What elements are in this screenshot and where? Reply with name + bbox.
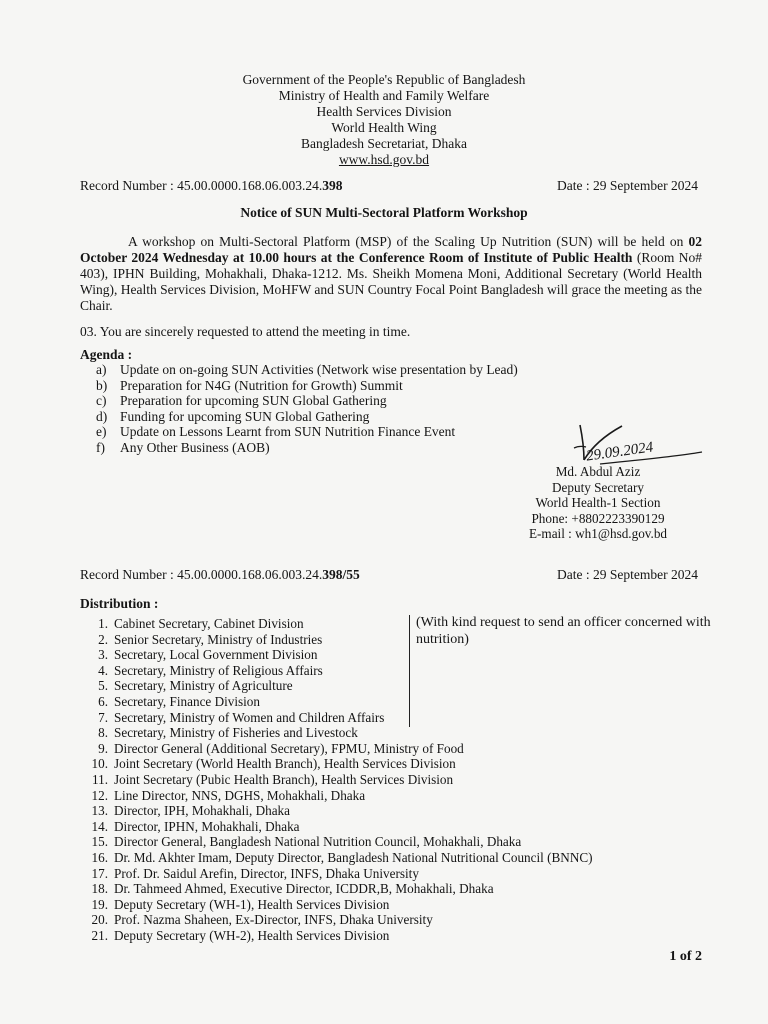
distribution-item-number: 17. [91, 865, 108, 881]
distribution-item-number: 12. [91, 787, 108, 803]
distribution-item [84, 866, 419, 882]
signatory-designation: Deputy Secretary [552, 479, 644, 495]
distribution-item-number: 20. [91, 912, 108, 928]
distribution-item [84, 678, 293, 694]
distribution-item-number: 4. [98, 662, 108, 678]
paragraph-bold: 02 October 2024 Wednesday at 10.00 hours at the Conference Room of Institute of Public Health [80, 234, 702, 265]
distribution-item-text: Senior Secretary, Ministry of Industries [114, 631, 323, 647]
distribution-item-number: 7. [98, 709, 108, 725]
distribution-item [84, 772, 453, 788]
distribution-item [84, 912, 433, 928]
signatory-phone: Phone: +8802223390129 [531, 510, 665, 526]
distribution-item [84, 803, 290, 819]
distribution-item-number: 10. [91, 756, 108, 772]
distribution-item-number: 2. [98, 631, 108, 647]
signatory-section: World Health-1 Section [535, 495, 661, 511]
distribution-item [84, 663, 323, 679]
agenda-item [96, 424, 455, 440]
distribution-item-text: Line Director, NNS, DGHS, Mohakhali, Dhaka [114, 787, 366, 803]
distribution-item-text: Director, IPHN, Mohakhali, Dhaka [114, 818, 300, 834]
distribution-item-text: Prof. Dr. Saidul Arefin, Director, INFS, Dhaka University [114, 865, 419, 881]
distribution-item [84, 928, 389, 944]
record-date: Date : 29 September 2024 [557, 178, 698, 193]
distribution-note: (With kind request to send an officer concerned with nutrition) [416, 615, 711, 647]
distribution-heading: Distribution : [80, 596, 159, 611]
distribution-item [84, 710, 384, 726]
paragraph-intro: A workshop on Multi-Sectoral Platform (MSP) of the Scaling Up Nutrition (SUN) will be held on [128, 234, 689, 249]
record-number-prefix: Record Number : 45.00.0000.168.06.003.24. [80, 567, 323, 582]
distribution-item [84, 741, 464, 757]
letterhead-government: Government of the People's Republic of Bangladesh [242, 72, 526, 87]
distribution-item [84, 647, 318, 663]
distribution-item-text: Secretary, Ministry of Fisheries and Livestock [114, 725, 358, 741]
distribution-item-number: 6. [98, 694, 108, 709]
distribution-item-number: 16. [91, 850, 108, 865]
request-text: 03. You are sincerely requested to attend the meeting in time. [80, 324, 411, 339]
distribution-item-text: Dr. Md. Akhter Imam, Deputy Director, Bangladesh National Nutritional Council (BNNC) [114, 850, 593, 865]
distribution-item-text: Joint Secretary (Pubic Health Branch), Health Services Division [114, 772, 454, 787]
letterhead-wing: World Health Wing [331, 120, 437, 135]
distribution-divider [409, 615, 410, 727]
distribution-item [84, 632, 322, 648]
distribution-item [84, 788, 365, 804]
distribution-item [84, 694, 260, 710]
distribution-item-text: Joint Secretary (World Health Branch), Health Services Division [114, 756, 456, 772]
distribution-item [84, 616, 304, 632]
agenda-item-label: b) [96, 377, 108, 393]
agenda-item-text: Update on on-going SUN Activities (Network wise presentation by Lead) [120, 362, 518, 377]
distribution-item-text: Director General (Additional Secretary), FPMU, Ministry of Food [114, 740, 464, 756]
distribution-item-number: 9. [98, 740, 108, 756]
distribution-item-text: Secretary, Finance Division [114, 694, 260, 709]
distribution-item-text: Director, IPH, Mohakhali, Dhaka [114, 803, 290, 819]
agenda-item-label: a) [96, 362, 107, 377]
record-number-bold: 398/55 [322, 567, 360, 582]
letterhead-division: Health Services Division [316, 104, 452, 119]
distribution-item-number: 19. [91, 896, 108, 912]
agenda-item [96, 440, 270, 456]
agenda-item-label: d) [96, 408, 108, 424]
agenda-item [96, 362, 518, 378]
agenda-item-text: Preparation for upcoming SUN Global Gathering [120, 393, 387, 409]
agenda-heading: Agenda : [80, 347, 133, 362]
agenda-item-label: c) [96, 393, 107, 409]
distribution-item-text: Secretary, Local Government Division [114, 647, 318, 663]
handwritten-date: 29.09.2024 [585, 439, 655, 465]
agenda-item [96, 409, 369, 425]
signatory-name: Md. Abdul Aziz [555, 464, 641, 479]
distribution-item-text: Cabinet Secretary, Cabinet Division [114, 616, 304, 631]
distribution-item-text: Deputy Secretary (WH-1), Health Services Division [114, 896, 390, 912]
distribution-item-text: Director General, Bangladesh National Nutrition Council, Mohakhali, Dhaka [114, 834, 522, 850]
distribution-item [84, 897, 389, 913]
distribution-item-text: Secretary, Ministry of Women and Children Affairs [114, 709, 385, 725]
distribution-item-number: 3. [98, 647, 108, 663]
letterhead-address: Bangladesh Secretariat, Dhaka [300, 136, 468, 151]
agenda-item-label: e) [96, 424, 107, 440]
agenda-item-text: Funding for upcoming SUN Global Gathering [120, 408, 370, 424]
paragraph-rest: (Room No# 403), IPHN Building, Mohakhali, Dhaka-1212. Ms. Sheikh Momena Moni, Additional Secretary (World Health Wing), Health Services Division, MoHFW and SUN Country Focal Point Bangladesh will grace the meeting as the Chair. [80, 250, 703, 313]
distribution-item [84, 819, 300, 835]
agenda-item-text: Any Other Business (AOB) [120, 440, 270, 455]
distribution-item [84, 881, 494, 897]
distribution-item-text: Prof. Nazma Shaheen, Ex-Director, INFS, Dhaka University [114, 912, 433, 928]
record-number-prefix: Record Number : 45.00.0000.168.06.003.24. [80, 178, 323, 193]
agenda-item [96, 378, 403, 394]
distribution-item-number: 11. [92, 772, 108, 787]
record-date-distribution: Date : 29 September 2024 [557, 567, 698, 582]
distribution-item [84, 756, 456, 772]
distribution-item-number: 13. [91, 803, 108, 819]
signature-block [505, 464, 691, 542]
agenda-item [96, 393, 387, 409]
agenda-item-text: Preparation for N4G (Nutrition for Growth) Summit [120, 377, 403, 393]
distribution-item-number: 1. [98, 616, 108, 631]
distribution-item [84, 725, 358, 741]
record-number [80, 178, 342, 194]
signatory-email: E-mail : wh1@hsd.gov.bd [528, 526, 668, 542]
notice-title: Notice of SUN Multi-Sectoral Platform Workshop [240, 205, 528, 220]
distribution-item-number: 15. [91, 834, 108, 850]
distribution-item-text: Deputy Secretary (WH-2), Health Services Division [114, 928, 390, 943]
distribution-item [84, 834, 521, 850]
agenda-item-label: f) [96, 440, 105, 455]
distribution-item-number: 8. [98, 725, 108, 741]
body-paragraph [80, 234, 702, 314]
website-link[interactable]: www.hsd.gov.bd [338, 152, 430, 167]
distribution-item-text: Secretary, Ministry of Agriculture [114, 678, 293, 694]
distribution-item-text: Dr. Tahmeed Ahmed, Executive Director, ICDDR,B, Mohakhali, Dhaka [114, 881, 494, 897]
distribution-item-number: 21. [91, 928, 108, 943]
record-number-bold: 398 [322, 178, 343, 193]
distribution-item-text: Secretary, Ministry of Religious Affairs [114, 662, 323, 678]
distribution-item-number: 14. [91, 818, 108, 834]
distribution-item-number: 5. [98, 678, 108, 694]
distribution-item-number: 18. [91, 881, 108, 897]
letterhead [0, 72, 768, 168]
distribution-item [84, 850, 593, 866]
page-number: 1 of 2 [669, 949, 702, 964]
letterhead-ministry: Ministry of Health and Family Welfare [278, 88, 490, 103]
record-number-distribution [80, 567, 360, 583]
agenda-item-text: Update on Lessons Learnt from SUN Nutrition Finance Event [120, 424, 456, 440]
